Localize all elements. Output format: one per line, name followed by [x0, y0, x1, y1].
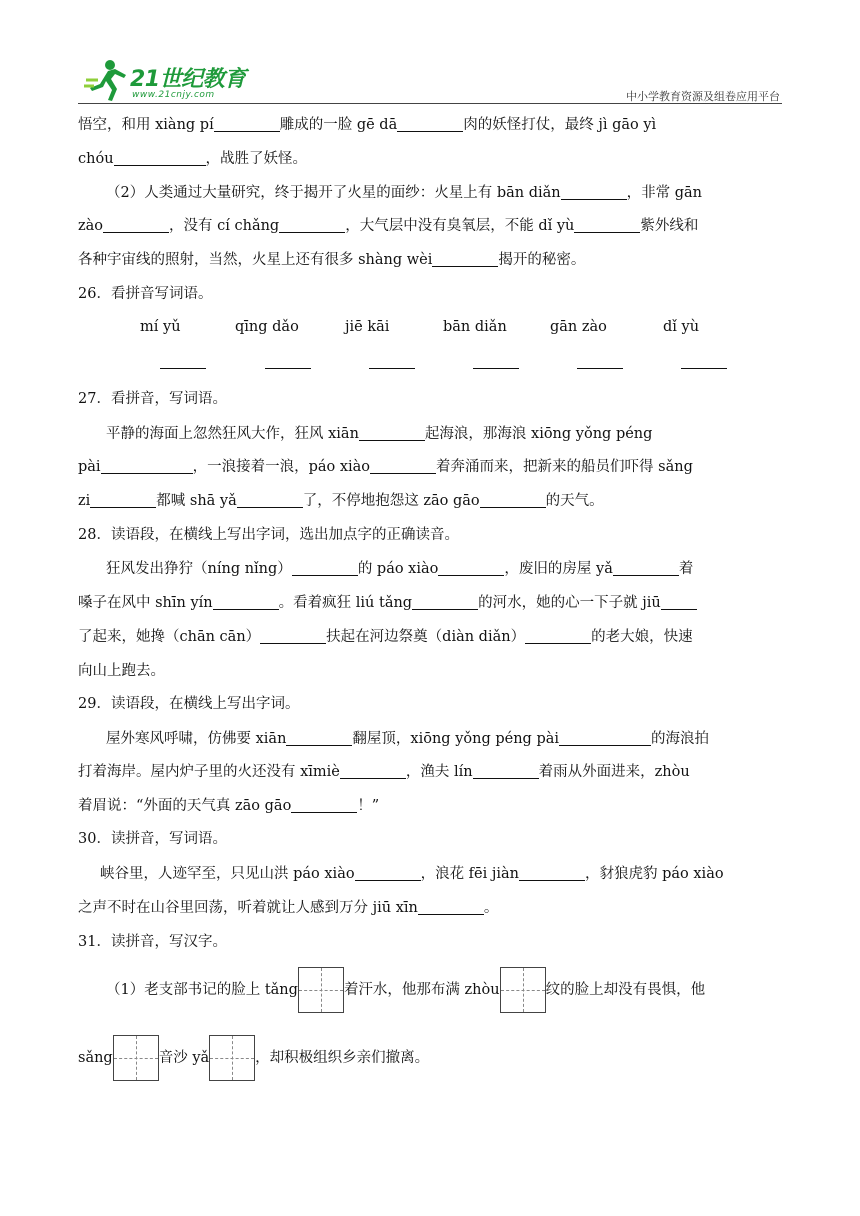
answer-blank[interactable]	[90, 491, 156, 508]
character-box[interactable]	[298, 967, 344, 1013]
platform-label: 中小学教育资源及组卷应用平台	[626, 90, 780, 103]
logo-url: www.21cnjy.com	[132, 90, 215, 100]
answer-blank[interactable]	[369, 356, 415, 369]
q27-title: 27．看拼音，写词语。	[78, 391, 227, 407]
answer-blank[interactable]	[473, 762, 539, 779]
q30-line-2: 之声不时在山谷里回荡，听着就让人感到万分 jiū xīn 。	[78, 900, 499, 916]
answer-blank[interactable]	[370, 457, 436, 474]
answer-blank[interactable]	[260, 627, 326, 644]
answer-blank[interactable]	[359, 424, 425, 441]
answer-blank[interactable]	[160, 356, 206, 369]
pinyin-item: jiē kāi	[345, 319, 390, 335]
q25-line-1: 悟空，和用 xiàng pí 雕成的一脸 gē dā 肉的妖怪打仗，最终 jì gāo yì	[78, 117, 657, 133]
answer-blank[interactable]	[291, 796, 357, 813]
answer-blank[interactable]	[681, 356, 727, 369]
q25-line-4: zào ，没有 cí chǎng ，大气层中没有臭氧层，不能 dǐ yù 紫外线和	[78, 218, 699, 234]
q28-title: 28．读语段，在横线上写出字词，选出加点字的正确读音。	[78, 527, 459, 543]
answer-blank[interactable]	[561, 183, 627, 200]
answer-blank[interactable]	[114, 149, 206, 166]
character-box[interactable]	[500, 967, 546, 1013]
q29-line-2: 打着海岸。屋内炉子里的火还没有 xīmiè ，渔夫 lín 着雨从外面进来，zhòu	[78, 764, 690, 780]
q28-line-3: 了起来，她搀（chān cān） 扶起在河边祭奠（diàn diǎn） 的老大娘，快速	[78, 629, 693, 645]
pinyin-item: bān diǎn	[443, 319, 507, 335]
pinyin-item: gān zào	[550, 319, 607, 335]
answer-blank[interactable]	[340, 762, 406, 779]
answer-blank[interactable]	[213, 593, 279, 610]
pinyin-item: qīng dǎo	[235, 319, 299, 335]
answer-blank[interactable]	[355, 864, 421, 881]
q27-line-2: pài ，一浪接着一浪，páo xiào 着奔涌而来，把新来的船员们吓得 sǎng	[78, 459, 693, 475]
answer-blank[interactable]	[525, 627, 591, 644]
answer-blank[interactable]	[559, 729, 651, 746]
answer-blank[interactable]	[418, 898, 484, 915]
q28-line-4: 向山上跑去。	[78, 663, 165, 679]
answer-blank[interactable]	[661, 593, 697, 610]
q31-title: 31．读拼音，写汉字。	[78, 934, 227, 950]
answer-blank[interactable]	[613, 559, 679, 576]
q26-title: 26．看拼音写词语。	[78, 286, 213, 302]
answer-blank[interactable]	[101, 457, 193, 474]
answer-blank[interactable]	[432, 250, 498, 267]
q26-pinyin-row	[140, 319, 760, 341]
q31-line-1: （1）老支部书记的脸上 tǎng 着汗水，他那布满 zhòu 纹的脸上却没有畏惧，他	[106, 966, 705, 1014]
header-rule	[78, 103, 782, 104]
q28-line-1: 狂风发出狰狞（níng nǐng） 的 páo xiào ，废旧的房屋 yǎ 着	[106, 561, 694, 577]
answer-blank[interactable]	[473, 356, 519, 369]
answer-blank[interactable]	[237, 491, 303, 508]
page-header	[78, 56, 782, 104]
logo	[82, 58, 257, 104]
character-box[interactable]	[209, 1035, 255, 1081]
answer-blank[interactable]	[438, 559, 504, 576]
answer-blank[interactable]	[103, 216, 169, 233]
character-box[interactable]	[113, 1035, 159, 1081]
answer-blank[interactable]	[214, 115, 280, 132]
answer-blank[interactable]	[265, 356, 311, 369]
logo-text: 21世纪教育	[130, 67, 246, 92]
q29-line-1: 屋外寒风呼啸，仿佛要 xiān 翻屋顶，xiōng yǒng péng pài 的海浪拍	[106, 731, 710, 747]
q26-answer-row	[160, 356, 760, 370]
q31-line-2: sǎng 音沙 yǎ ，却积极组织乡亲们撤离。	[78, 1034, 429, 1082]
answer-blank[interactable]	[279, 216, 345, 233]
runner-icon	[82, 58, 128, 102]
q29-line-3: 着眉说：“外面的天气真 zāo gāo ！”	[78, 798, 380, 814]
answer-blank[interactable]	[286, 729, 352, 746]
q30-line-1: 峡谷里，人迹罕至，只见山洪 páo xiào ，浪花 fēi jiàn ，豺狼虎豹 páo xiào	[100, 866, 724, 882]
q29-title: 29．读语段，在横线上写出字词。	[78, 696, 300, 712]
q25-line-3: （2）人类通过大量研究，终于揭开了火星的面纱：火星上有 bān diǎn ，非常 gān	[106, 185, 702, 201]
answer-blank[interactable]	[577, 356, 623, 369]
answer-blank[interactable]	[397, 115, 463, 132]
q30-title: 30．读拼音，写词语。	[78, 831, 227, 847]
q27-line-1: 平静的海面上忽然狂风大作，狂风 xiān 起海浪，那海浪 xiōng yǒng péng	[106, 426, 653, 442]
answer-blank[interactable]	[574, 216, 640, 233]
q25-line-2: chóu ，战胜了妖怪。	[78, 151, 308, 167]
q28-line-2: 嗓子在风中 shīn yín 。看着疯狂 liú tǎng 的河水，她的心一下子就 jiū	[78, 593, 697, 613]
answer-blank[interactable]	[519, 864, 585, 881]
q25-line-5: 各种宇宙线的照射，当然，火星上还有很多 shàng wèi 揭开的秘密。	[78, 252, 586, 268]
answer-blank[interactable]	[412, 593, 478, 610]
answer-blank[interactable]	[480, 491, 546, 508]
pinyin-item: dǐ yù	[663, 319, 700, 335]
q27-line-3: zi 都喊 shā yǎ 了，不停地抱怨这 zāo gāo 的天气。	[78, 493, 604, 509]
pinyin-item: mí yǔ	[140, 319, 181, 335]
answer-blank[interactable]	[292, 559, 358, 576]
